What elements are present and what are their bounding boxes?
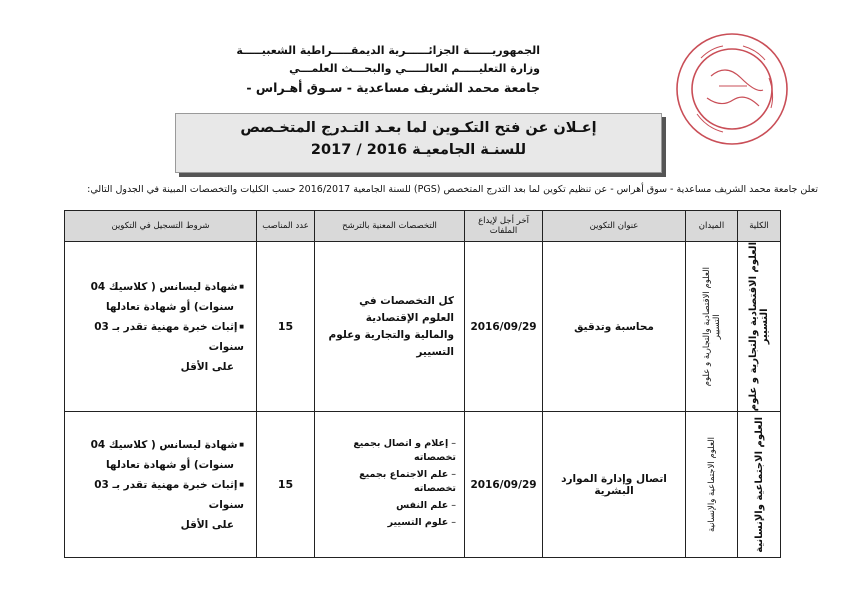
deadline-cell: 2016/09/29: [465, 242, 543, 412]
banner-subtitle: للسنـة الجامعيـة 2016 / 2017: [310, 142, 527, 158]
list-item: – علوم التسيير: [319, 516, 456, 530]
specialties-list: [315, 437, 464, 530]
faculty-cell: [738, 412, 781, 558]
col-positions: عدد المناصب: [257, 211, 315, 242]
header-ministry: وزارة التعليـــــم العالـــــي والبحـــث العلمـــي: [289, 62, 540, 75]
conditions-cell: [65, 412, 257, 558]
col-conditions: شروط التسجيل في التكوين: [65, 211, 257, 242]
title-cell: اتصال وإدارة الموارد البشرية: [543, 412, 686, 558]
specialties-text: كل التخصصات في العلوم الإقتصادية والمالية والتجارية وعلوم التسيير: [328, 294, 454, 358]
field-line: التسيير: [711, 314, 722, 340]
condition-line: ■ إثبات خبرة مهنية تقدر بـ 03 سنوات: [69, 475, 244, 515]
condition-line: سنوات) أو شهادة تعادلها: [105, 458, 234, 471]
positions-cell: 15: [257, 242, 315, 412]
col-specialties: التخصصات المعنية بالترشح: [315, 211, 465, 242]
col-deadline: آخر أجل لإيداع الملفات: [465, 211, 543, 242]
intro-text: تعلن جامعة محمد الشريف مساعدية - سوق أهراس - عن تنظيم تكوين لما بعد التدرج المتخصص (PGS) للسنة الجامعية 2016/2017 حسب الكليات والتخصصات المبينة في الجدول التالي:: [87, 184, 818, 195]
condition-line: على الأقل: [180, 360, 234, 373]
table-row: [65, 242, 781, 412]
condition-line: ■ شهادة ليسانس ( كلاسيك 04: [69, 277, 244, 297]
conditions-cell: [65, 242, 257, 412]
field-cell: [686, 412, 738, 558]
field-cell: [686, 242, 738, 412]
specialties-cell: [315, 412, 465, 558]
header-republic: الجمهوريــــــة الجزائــــــرية الديمقـــــراطية الشعبيـــــة: [236, 44, 540, 57]
faculty-line: التسيير: [759, 308, 770, 345]
title-cell: محاسبة وتدقيق: [543, 242, 686, 412]
list-item: – علم النفس: [319, 499, 456, 513]
table-row: [65, 412, 781, 558]
field-text: العلوم الاجتماعية والإنسانية: [706, 437, 717, 533]
faculty-line: العلوم الاقتصادية والتجارية و علوم: [748, 242, 759, 412]
specialties-cell: [315, 242, 465, 412]
condition-line: سنوات) أو شهادة تعادلها: [105, 300, 234, 313]
programs-table: [64, 210, 781, 558]
condition-line: ■ إثبات خبرة مهنية تقدر بـ 03 سنوات: [69, 317, 244, 357]
list-item: – علم الاجتماع بجميع تخصصاته: [319, 468, 456, 496]
banner-title: إعـلان عن فتح التكـوين لما بعـد التـدرج المتخـصص: [240, 120, 597, 136]
announcement-banner: [175, 113, 662, 173]
deadline-cell: 2016/09/29: [465, 412, 543, 558]
header-university: جامعة محمد الشريف مساعدية - سـوق أهـراس -: [246, 80, 540, 95]
official-stamp: [671, 28, 793, 150]
faculty-cell: [738, 242, 781, 412]
condition-line: ■ شهادة ليسانس ( كلاسيك 04: [69, 435, 244, 455]
table-header-row: [65, 211, 781, 242]
positions-cell: 15: [257, 412, 315, 558]
col-title: عنوان التكوين: [543, 211, 686, 242]
list-item: – إعلام و اتصال بجميع تخصصاته: [319, 437, 456, 465]
col-faculty: الكلية: [738, 211, 781, 242]
field-line: العلوم الاقتصادية والتجارية و علوم: [701, 267, 712, 387]
col-field: الميدان: [686, 211, 738, 242]
faculty-text: العلوم الاجتماعية والإنسانية: [753, 416, 765, 553]
condition-line: على الأقل: [180, 518, 234, 531]
